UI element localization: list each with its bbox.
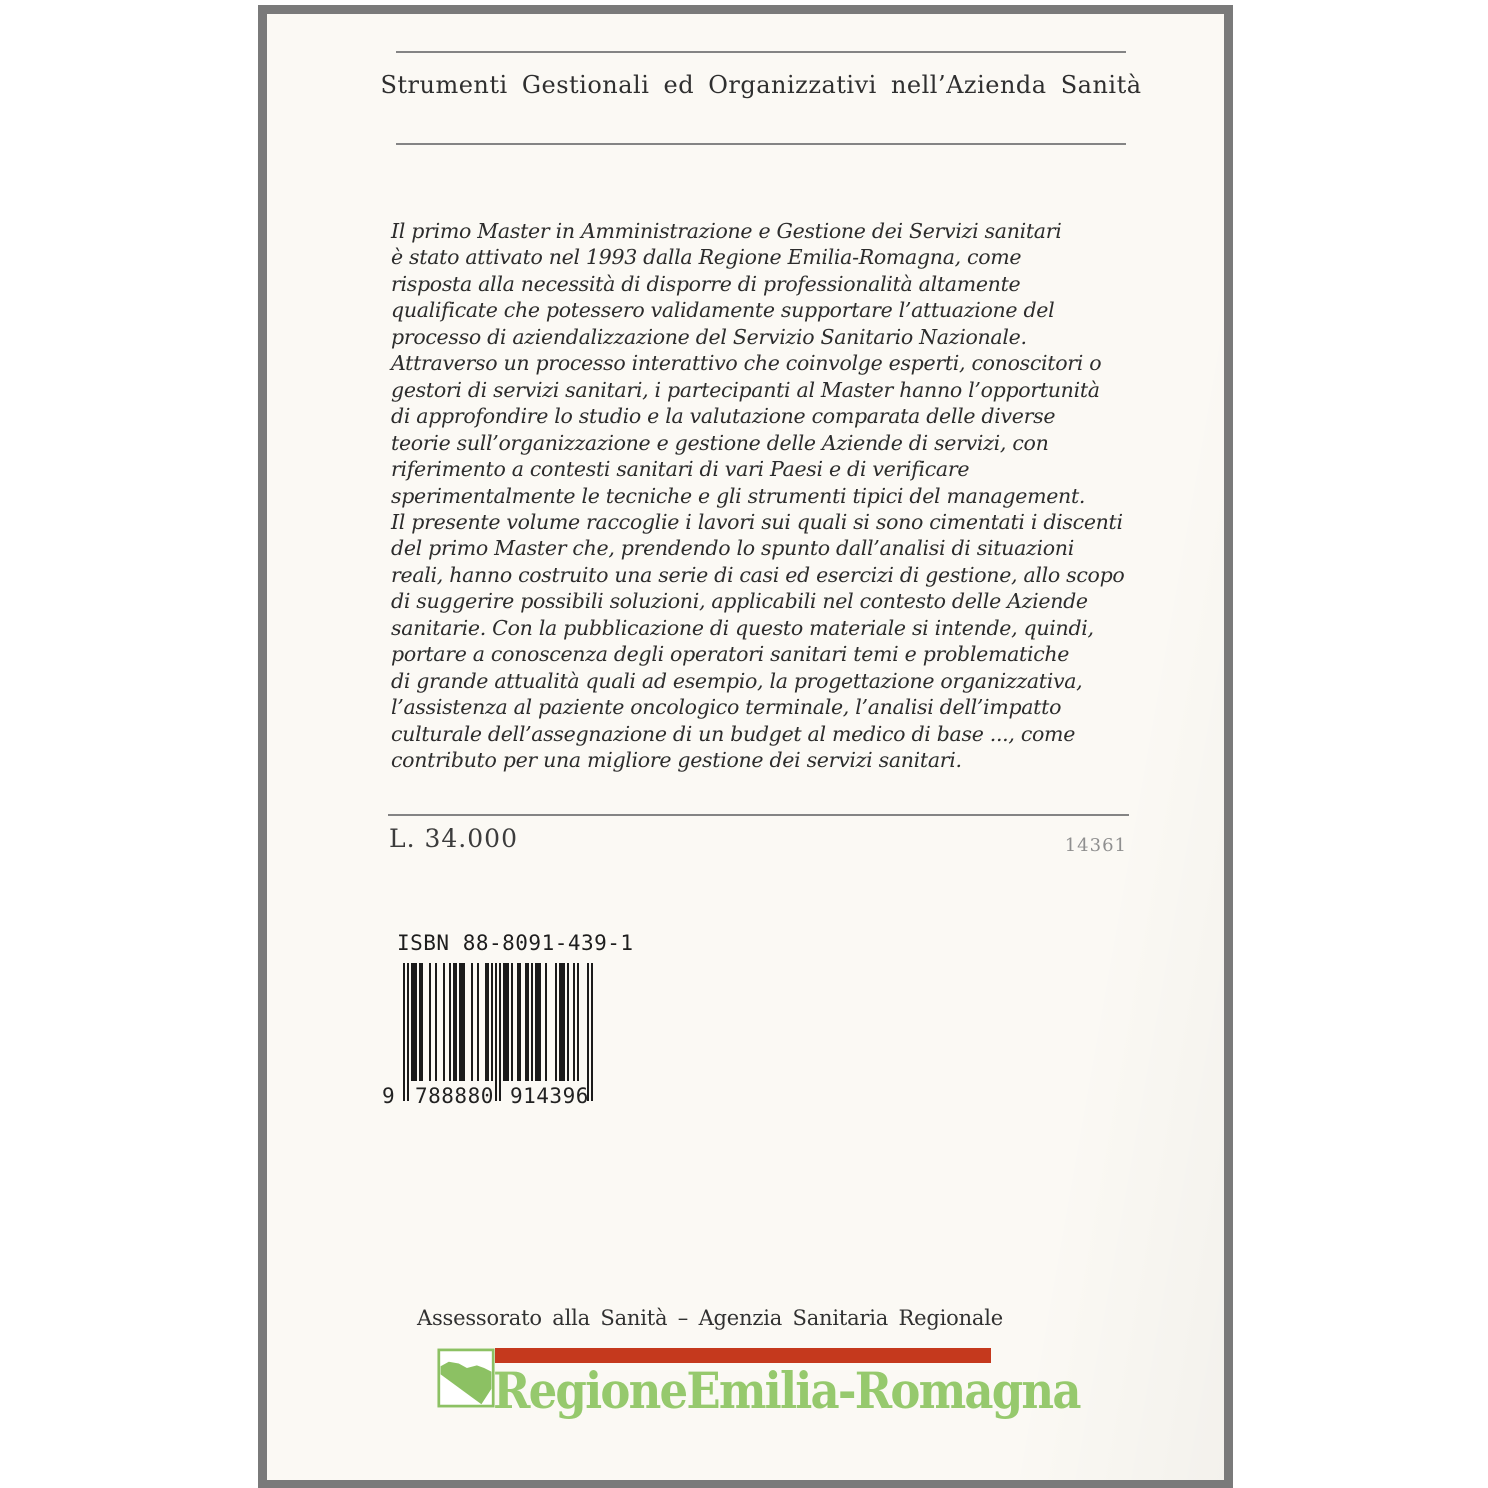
series-rule-bottom bbox=[396, 143, 1126, 145]
blurb-paragraph bbox=[391, 218, 1181, 774]
blurb-line: processo di aziendalizzazione del Servizio Sanitario Nazionale. bbox=[391, 324, 1027, 349]
barcode-bars-icon bbox=[403, 963, 593, 1103]
blurb-line: gestori di servizi sanitari, i partecipanti al Master hanno l’opportunità bbox=[391, 377, 1100, 402]
series-title: Strumenti Gestionali ed Organizzativi nell’Azienda Sanità bbox=[380, 71, 1142, 99]
blurb-line: sanitarie. Con la pubblicazione di questo materiale si intende, quindi, bbox=[391, 615, 1094, 640]
blurb-line: Attraverso un processo interattivo che coinvolge esperti, conoscitori o bbox=[391, 351, 1102, 376]
blurb-line: teorie sull’organizzazione e gestione delle Aziende di servizi, con bbox=[391, 430, 1049, 455]
blurb-line: l’assistenza al paziente oncologico terminale, l’analisi dell’impatto bbox=[391, 695, 1062, 720]
blurb-line: sperimentalmente le tecniche e gli strumenti tipici del management. bbox=[391, 483, 1086, 508]
blurb-line: qualificate che potessero validamente supportare l’attuazione del bbox=[391, 298, 1055, 323]
blurb-line: è stato attivato nel 1993 dalla Regione Emilia-Romagna, come bbox=[391, 245, 1022, 270]
barcode-digit-prefix: 9 bbox=[382, 1084, 396, 1108]
blurb-line: Il primo Master in Amministrazione e Gestione dei Servizi sanitari bbox=[391, 219, 1062, 243]
blurb-line: portare a conoscenza degli operatori sanitari temi e problematiche bbox=[391, 642, 1070, 667]
catalog-number: 14361 bbox=[1064, 835, 1127, 856]
region-shape-icon bbox=[437, 1348, 495, 1408]
book-back-cover bbox=[258, 5, 1233, 1488]
barcode-digits-left: 788880 bbox=[415, 1084, 494, 1108]
blurb-line: di approfondire lo studio e la valutazione comparata delle diverse bbox=[391, 404, 1056, 429]
blurb-line: reali, hanno costruito una serie di casi ed esercizi di gestione, allo scopo bbox=[391, 562, 1125, 587]
blurb-line: del primo Master che, prendendo lo spunto dall’analisi di situazioni bbox=[391, 536, 1074, 561]
blurb-line: risposta alla necessità di disporre di professionalità altamente bbox=[391, 271, 1021, 296]
blurb-line: Il presente volume raccoglie i lavori sui quali si sono cimentati i discenti bbox=[391, 509, 1123, 534]
isbn-label: ISBN 88-8091-439-1 bbox=[397, 931, 634, 955]
barcode-digits-right: 914396 bbox=[510, 1084, 589, 1108]
department-line: Assessorato alla Sanità – Agenzia Sanitaria Regionale bbox=[417, 1306, 1003, 1330]
blurb-line: culturale dell’assegnazione di un budget al medico di base ..., come bbox=[391, 721, 1076, 746]
price-label: L. 34.000 bbox=[389, 824, 518, 853]
series-rule-top bbox=[396, 51, 1126, 53]
blurb-line: contributo per una migliore gestione dei servizi sanitari. bbox=[391, 748, 962, 773]
region-wordmark: RegioneEmilia-Romagna bbox=[493, 1361, 1080, 1420]
blurb-line: di suggerire possibili soluzioni, applicabili nel contesto delle Aziende bbox=[391, 589, 1088, 614]
ean13-barcode bbox=[403, 963, 593, 1103]
blurb-line: riferimento a contesti sanitari di vari Paesi e di verificare bbox=[391, 457, 970, 482]
book-cover-page bbox=[267, 14, 1224, 1480]
price-rule bbox=[388, 814, 1129, 816]
emilia-romagna-logo-icon bbox=[437, 1348, 495, 1408]
blurb-line: di grande attualità quali ad esempio, la progettazione organizzativa, bbox=[391, 668, 1083, 693]
